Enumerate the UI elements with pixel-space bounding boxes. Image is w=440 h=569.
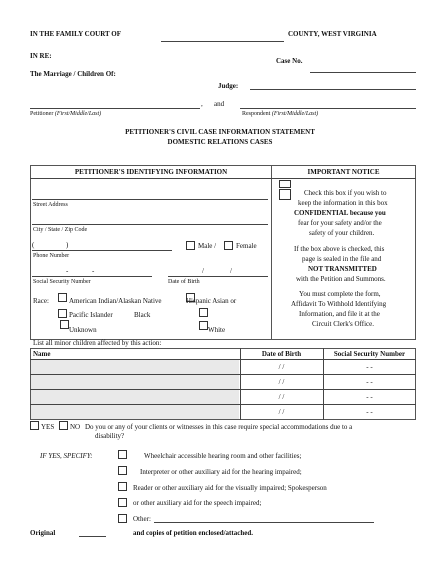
- table-row-name-cell[interactable]: [31, 360, 239, 374]
- race-checkbox-pacific-islander[interactable]: [58, 309, 67, 318]
- court-right-label: COUNTY, WEST VIRGINIA: [288, 30, 377, 38]
- col-header-dob: Date of Birth: [261, 350, 302, 358]
- notice-line: You must complete the form,: [299, 290, 381, 298]
- confidential-checkbox[interactable]: [279, 189, 291, 200]
- notice-line: keep the information in this box: [298, 199, 388, 207]
- city-field-line[interactable]: [32, 224, 268, 225]
- reader-option: Reader or other auxiliary aid for the visually impaired; Spokesperson: [133, 484, 327, 492]
- dob-label: Date of Birth: [168, 279, 200, 285]
- petitioner-label-text: Petitioner: [30, 111, 54, 117]
- no-checkbox[interactable]: [59, 421, 68, 430]
- dob-slash-2: /: [230, 267, 232, 275]
- table-row-dob[interactable]: / /: [278, 378, 285, 386]
- speech-checkbox[interactable]: [118, 498, 127, 507]
- notice-line: fear for your safety and/or the: [298, 219, 382, 227]
- dob-slash-1: /: [202, 267, 204, 275]
- notice-heading: IMPORTANT NOTICE: [307, 168, 380, 176]
- ssn-label: Social Security Number: [33, 279, 91, 285]
- phone-paren-open: (: [32, 241, 35, 249]
- interpreter-option: Interpreter or other auxiliary aid for the hearing impaired;: [140, 468, 302, 476]
- confidential-text: CONFIDENTIAL because you: [294, 209, 386, 217]
- not-transmitted-text: NOT TRANSMITTED: [308, 265, 377, 273]
- table-row-ssn[interactable]: - -: [366, 393, 373, 401]
- copies-count-line[interactable]: [79, 536, 106, 537]
- race-checkbox-white[interactable]: [199, 321, 208, 330]
- no-label: NO: [70, 423, 81, 431]
- interpreter-checkbox[interactable]: [118, 466, 127, 475]
- reader-checkbox[interactable]: [118, 482, 127, 491]
- if-yes-label: IF YES, SPECIFY:: [40, 452, 93, 460]
- respondent-label: [242, 111, 318, 118]
- race-option-black: Black: [134, 311, 151, 319]
- phone-field-line[interactable]: [32, 250, 172, 251]
- yes-label: YES: [41, 423, 55, 431]
- notice-line: Information, and file it at the: [299, 310, 380, 318]
- notice-line: Circuit Clerk's Office.: [312, 320, 374, 328]
- col-header-ssn: Social Security Number: [333, 350, 406, 358]
- phone-label: Phone Number: [33, 253, 70, 259]
- race-label: Race:: [33, 297, 49, 305]
- other-option: Other:: [133, 515, 151, 523]
- in-re-label: IN RE:: [30, 52, 52, 60]
- petitioner-label: [30, 111, 101, 118]
- case-no-field-line[interactable]: [310, 72, 416, 73]
- county-field-line[interactable]: [161, 41, 284, 42]
- male-label: Male /: [198, 242, 217, 250]
- form-title: PETITIONER'S CIVIL CASE INFORMATION STATEMENT: [125, 128, 315, 136]
- notice-line: page is sealed in the file and: [302, 255, 382, 263]
- ssn-field-line[interactable]: [32, 276, 152, 277]
- table-row-name-cell[interactable]: [31, 375, 239, 389]
- table-row-dob[interactable]: / /: [278, 408, 285, 416]
- notice-line: Affidavit To Withhold Identifying: [291, 300, 387, 308]
- race-option-pacific-islander: Pacific Islander: [69, 311, 113, 319]
- ssn-dash-1: -: [66, 267, 69, 275]
- yes-checkbox[interactable]: [30, 421, 39, 430]
- race-option-hispanic: Hispanic Asian or: [186, 297, 237, 305]
- marriage-label: The Marriage / Children Of:: [30, 70, 116, 78]
- notice-checkbox-top: [279, 180, 291, 188]
- table-row-name-cell[interactable]: [31, 390, 239, 404]
- other-field-line[interactable]: [154, 522, 374, 523]
- city-label: City / State / Zip Code: [33, 227, 88, 233]
- female-checkbox[interactable]: [224, 241, 233, 250]
- copies-label: and copies of petition enclosed/attached.: [133, 529, 253, 537]
- wheelchair-option: Wheelchair accessible hearing room and other facilities;: [144, 452, 302, 460]
- form-subtitle: DOMESTIC RELATIONS CASES: [167, 138, 273, 146]
- and-text: and: [214, 100, 225, 108]
- case-no-label: Case No.: [276, 57, 303, 65]
- petitioner-hint: (First/Middle/Last): [54, 111, 102, 117]
- judge-field-line[interactable]: [250, 89, 416, 90]
- accommodation-question: Do you or any of your clients or witnesses in this case require special accommodations due to a: [85, 423, 353, 431]
- race-checkbox-unknown[interactable]: [60, 320, 69, 329]
- col-header-name: Name: [33, 350, 51, 358]
- table-row-dob[interactable]: / /: [278, 363, 285, 371]
- speech-option: or other auxiliary aid for the speech impaired;: [133, 499, 262, 507]
- other-checkbox[interactable]: [118, 514, 127, 523]
- respondent-label-text: Respondent: [242, 111, 271, 117]
- race-option-unknown: Unknown: [69, 326, 97, 334]
- street-label: Street Address: [33, 202, 68, 208]
- notice-line: Check this box if you wish to: [304, 189, 387, 197]
- wheelchair-checkbox[interactable]: [118, 450, 127, 459]
- street-field-line[interactable]: [32, 199, 268, 200]
- judge-label: Judge:: [218, 82, 239, 90]
- children-intro: List all minor children affected by this action:: [33, 339, 162, 347]
- notice-line: with the Petition and Summons.: [296, 275, 386, 283]
- dob-field-line[interactable]: [168, 276, 268, 277]
- respondent-hint: (First/Middle/Last): [271, 111, 319, 117]
- race-checkbox-black[interactable]: [199, 308, 208, 317]
- race-checkbox-american-indian[interactable]: [58, 293, 67, 302]
- notice-line: [294, 209, 386, 217]
- identifying-heading: PETITIONER'S IDENTIFYING INFORMATION: [74, 168, 228, 176]
- table-row-ssn[interactable]: - -: [366, 378, 373, 386]
- respondent-field-line[interactable]: [240, 108, 416, 109]
- notice-line: safety of your children.: [309, 229, 375, 237]
- female-label: Female: [236, 242, 257, 250]
- petitioner-field-line[interactable]: [30, 108, 200, 109]
- race-option-white: White: [208, 326, 226, 334]
- table-row-name-cell[interactable]: [31, 405, 239, 419]
- accommodation-question-cont: disability?: [95, 432, 125, 440]
- table-row-ssn[interactable]: - -: [366, 363, 373, 371]
- original-label: Original: [30, 529, 56, 537]
- court-left-label: IN THE FAMILY COURT OF: [30, 30, 122, 38]
- comma-text: ,: [201, 100, 203, 108]
- section-divider: [30, 178, 416, 179]
- male-checkbox[interactable]: [186, 241, 195, 250]
- race-option-american-indian: American Indian/Alaskan Native: [69, 297, 162, 305]
- table-row-ssn[interactable]: - -: [366, 408, 373, 416]
- table-row-dob[interactable]: / /: [278, 393, 285, 401]
- phone-paren-close: ): [66, 241, 69, 249]
- ssn-dash-2: -: [92, 267, 95, 275]
- notice-line: If the box above is checked, this: [294, 245, 385, 253]
